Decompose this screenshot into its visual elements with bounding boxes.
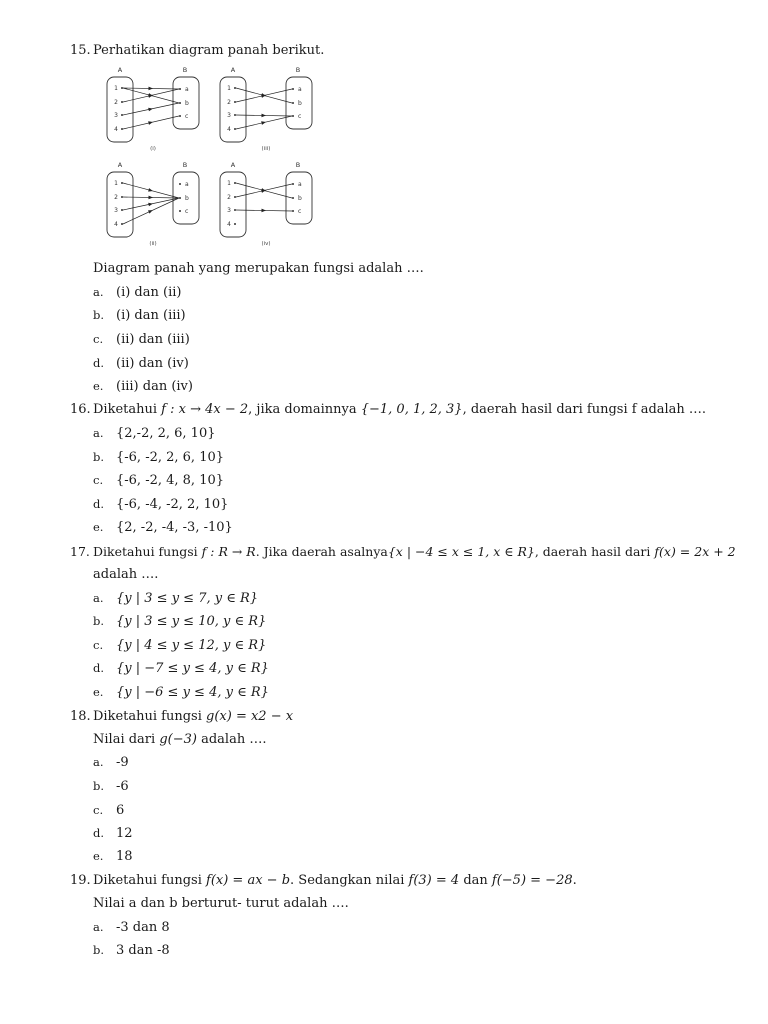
option-18-d[interactable]: d. 12 <box>93 826 133 841</box>
question-17: 17. Diketahui fungsi f : R → R. Jika daerah asalnya{x | −4 ≤ x ≤ 1, x ∈ R}, daerah hasil dari f(x) = 2x + 2 <box>70 544 736 559</box>
codomain-item: b <box>298 100 302 107</box>
domain-item: 2 <box>114 99 118 106</box>
domain-item: 2 <box>114 194 118 201</box>
set-a-box <box>220 172 246 237</box>
domain-point <box>234 114 236 116</box>
set-b-label: B <box>295 66 301 74</box>
diagram-caption: (ii) <box>149 241 157 247</box>
codomain-item: c <box>298 208 302 215</box>
option-18-e[interactable]: e. 18 <box>93 849 133 864</box>
option-18-a[interactable]: a. -9 <box>93 755 129 770</box>
option-16-b[interactable]: b. {-6, -2, 2, 6, 10} <box>93 450 225 465</box>
question-number: 15. <box>70 43 91 58</box>
codomain-item: c <box>298 113 302 120</box>
option-18-c[interactable]: c. 6 <box>93 803 125 818</box>
codomain-point <box>292 102 294 104</box>
codomain-item: c <box>185 113 189 120</box>
set-b-label: B <box>182 66 188 74</box>
arrow-head <box>148 196 153 200</box>
question-number: 16. <box>70 402 91 417</box>
codomain-point <box>179 183 181 185</box>
question-18-continuation: Nilai dari g(−3) adalah …. <box>93 732 267 747</box>
set-a-box <box>220 77 246 142</box>
domain-point <box>121 182 123 184</box>
codomain-point <box>292 183 294 185</box>
set-a-label: A <box>117 161 123 169</box>
domain-set: {x | −4 ≤ x ≤ 1, x ∈ R} <box>387 544 535 559</box>
arrow-head <box>148 120 153 125</box>
option-16-e[interactable]: e. {2, -2, -4, -3, -10} <box>93 520 233 535</box>
domain-point <box>121 101 123 103</box>
option-16-a[interactable]: a. {2,-2, 2, 6, 10} <box>93 426 216 441</box>
domain-item: 1 <box>114 180 118 187</box>
set-a-label: A <box>117 66 123 74</box>
option-15-a[interactable]: a. (i) dan (ii) <box>93 285 182 300</box>
option-15-d[interactable]: d. (ii) dan (iv) <box>93 356 189 371</box>
domain-point <box>234 128 236 130</box>
option-19-a[interactable]: a. -3 dan 8 <box>93 920 170 935</box>
domain-point <box>121 196 123 198</box>
question-19-continuation: Nilai a dan b berturut- turut adalah …. <box>93 896 349 911</box>
option-16-c[interactable]: c. {-6, -2, 4, 8, 10} <box>93 473 225 488</box>
codomain-point <box>292 197 294 199</box>
function-expression: f(x) = ax − b <box>206 873 291 888</box>
codomain-point <box>292 115 294 117</box>
option-17-c[interactable]: c. {y | 4 ≤ y ≤ 12, y ∈ R} <box>93 638 267 653</box>
diagram-caption: (iv) <box>261 241 271 247</box>
codomain-point <box>292 210 294 212</box>
function-expression: g(x) = x2 − x <box>206 709 294 724</box>
domain-item: 3 <box>227 207 231 214</box>
domain-item: 4 <box>227 126 231 133</box>
function-expression: f(x) = 2x + 2 <box>654 544 736 559</box>
codomain-item: a <box>298 181 302 188</box>
codomain-item: b <box>185 100 189 107</box>
codomain-item: b <box>298 195 302 202</box>
codomain-item: a <box>185 86 189 93</box>
arrow-diagram-panel <box>107 161 199 247</box>
question-15 <box>70 43 324 58</box>
domain-item: 4 <box>227 221 231 228</box>
codomain-item: a <box>298 86 302 93</box>
domain-set: {−1, 0, 1, 2, 3} <box>360 402 463 417</box>
function-expression: f : x → 4x − 2 <box>161 402 249 417</box>
option-18-b[interactable]: b. -6 <box>93 779 129 794</box>
domain-point <box>121 128 123 130</box>
question-number: 18. <box>70 709 91 724</box>
codomain-point <box>292 88 294 90</box>
question-stem: Perhatikan diagram panah berikut. <box>93 43 325 58</box>
arrow-diagram-panel <box>220 161 312 247</box>
arrow-diagrams-figure <box>100 62 325 250</box>
domain-point <box>234 87 236 89</box>
domain-item: 3 <box>114 112 118 119</box>
set-a-box <box>107 77 133 142</box>
option-16-d[interactable]: d. {-6, -4, -2, 2, 10} <box>93 497 229 512</box>
set-a-label: A <box>230 66 236 74</box>
option-19-b[interactable]: b. 3 dan -8 <box>93 943 170 958</box>
domain-point <box>234 209 236 211</box>
option-15-c[interactable]: c. (ii) dan (iii) <box>93 332 190 347</box>
diagram-caption: (iii) <box>261 146 271 152</box>
arrow-head <box>148 107 153 111</box>
domain-point <box>234 196 236 198</box>
option-15-e[interactable]: e. (iii) dan (iv) <box>93 379 193 394</box>
question-19: 19. Diketahui fungsi f(x) = ax − b. Sedangkan nilai f(3) = 4 dan f(−5) = −28. <box>70 873 577 888</box>
domain-point <box>234 223 236 225</box>
domain-point <box>121 223 123 225</box>
codomain-point <box>179 88 181 90</box>
question-17-continuation: adalah …. <box>93 567 159 582</box>
arrow-diagram-panel <box>220 66 312 152</box>
arrow-head <box>148 202 153 206</box>
domain-item: 1 <box>227 85 231 92</box>
set-b-label: B <box>182 161 188 169</box>
arrow-head <box>261 120 266 125</box>
domain-point <box>234 101 236 103</box>
codomain-point <box>179 115 181 117</box>
question-18: 18. Diketahui fungsi g(x) = x2 − x <box>70 709 294 724</box>
codomain-point <box>179 197 181 199</box>
set-a-box <box>107 172 133 237</box>
arrow-head <box>261 209 266 213</box>
domain-item: 3 <box>227 112 231 119</box>
option-17-d[interactable]: d. {y | −7 ≤ y ≤ 4, y ∈ R} <box>93 661 269 676</box>
codomain-item: c <box>185 208 189 215</box>
option-15-b[interactable]: b. (i) dan (iii) <box>93 308 186 323</box>
option-17-b[interactable]: b. {y | 3 ≤ y ≤ 10, y ∈ R} <box>93 614 267 629</box>
question-15-prompt: Diagram panah yang merupakan fungsi adalah …. <box>93 261 424 276</box>
domain-point <box>234 182 236 184</box>
codomain-item: b <box>185 195 189 202</box>
domain-item: 1 <box>227 180 231 187</box>
option-17-e[interactable]: e. {y | −6 ≤ y ≤ 4, y ∈ R} <box>93 685 269 700</box>
domain-item: 4 <box>114 126 118 133</box>
arrow-head <box>261 114 266 118</box>
codomain-item: a <box>185 181 189 188</box>
domain-point <box>121 209 123 211</box>
domain-item: 4 <box>114 221 118 228</box>
domain-item: 2 <box>227 99 231 106</box>
domain-point <box>121 114 123 116</box>
codomain-point <box>179 210 181 212</box>
arrow-diagram-panel <box>107 66 199 152</box>
question-16: 16. Diketahui f : x → 4x − 2, jika domainnya {−1, 0, 1, 2, 3}, daerah hasil dari fungsi f adalah …. <box>70 402 707 417</box>
diagram-caption: (i) <box>150 146 156 152</box>
question-number: 17. <box>70 544 90 559</box>
option-17-a[interactable]: a. {y | 3 ≤ y ≤ 7, y ∈ R} <box>93 591 259 606</box>
set-a-label: A <box>230 161 236 169</box>
set-b-label: B <box>295 161 301 169</box>
arrow-head <box>148 87 153 91</box>
question-number: 19. <box>70 873 91 888</box>
codomain-point <box>179 102 181 104</box>
arrow-head <box>148 188 153 193</box>
domain-item: 2 <box>227 194 231 201</box>
domain-item: 1 <box>114 85 118 92</box>
domain-point <box>121 87 123 89</box>
domain-item: 3 <box>114 207 118 214</box>
arrow-head <box>148 209 154 214</box>
